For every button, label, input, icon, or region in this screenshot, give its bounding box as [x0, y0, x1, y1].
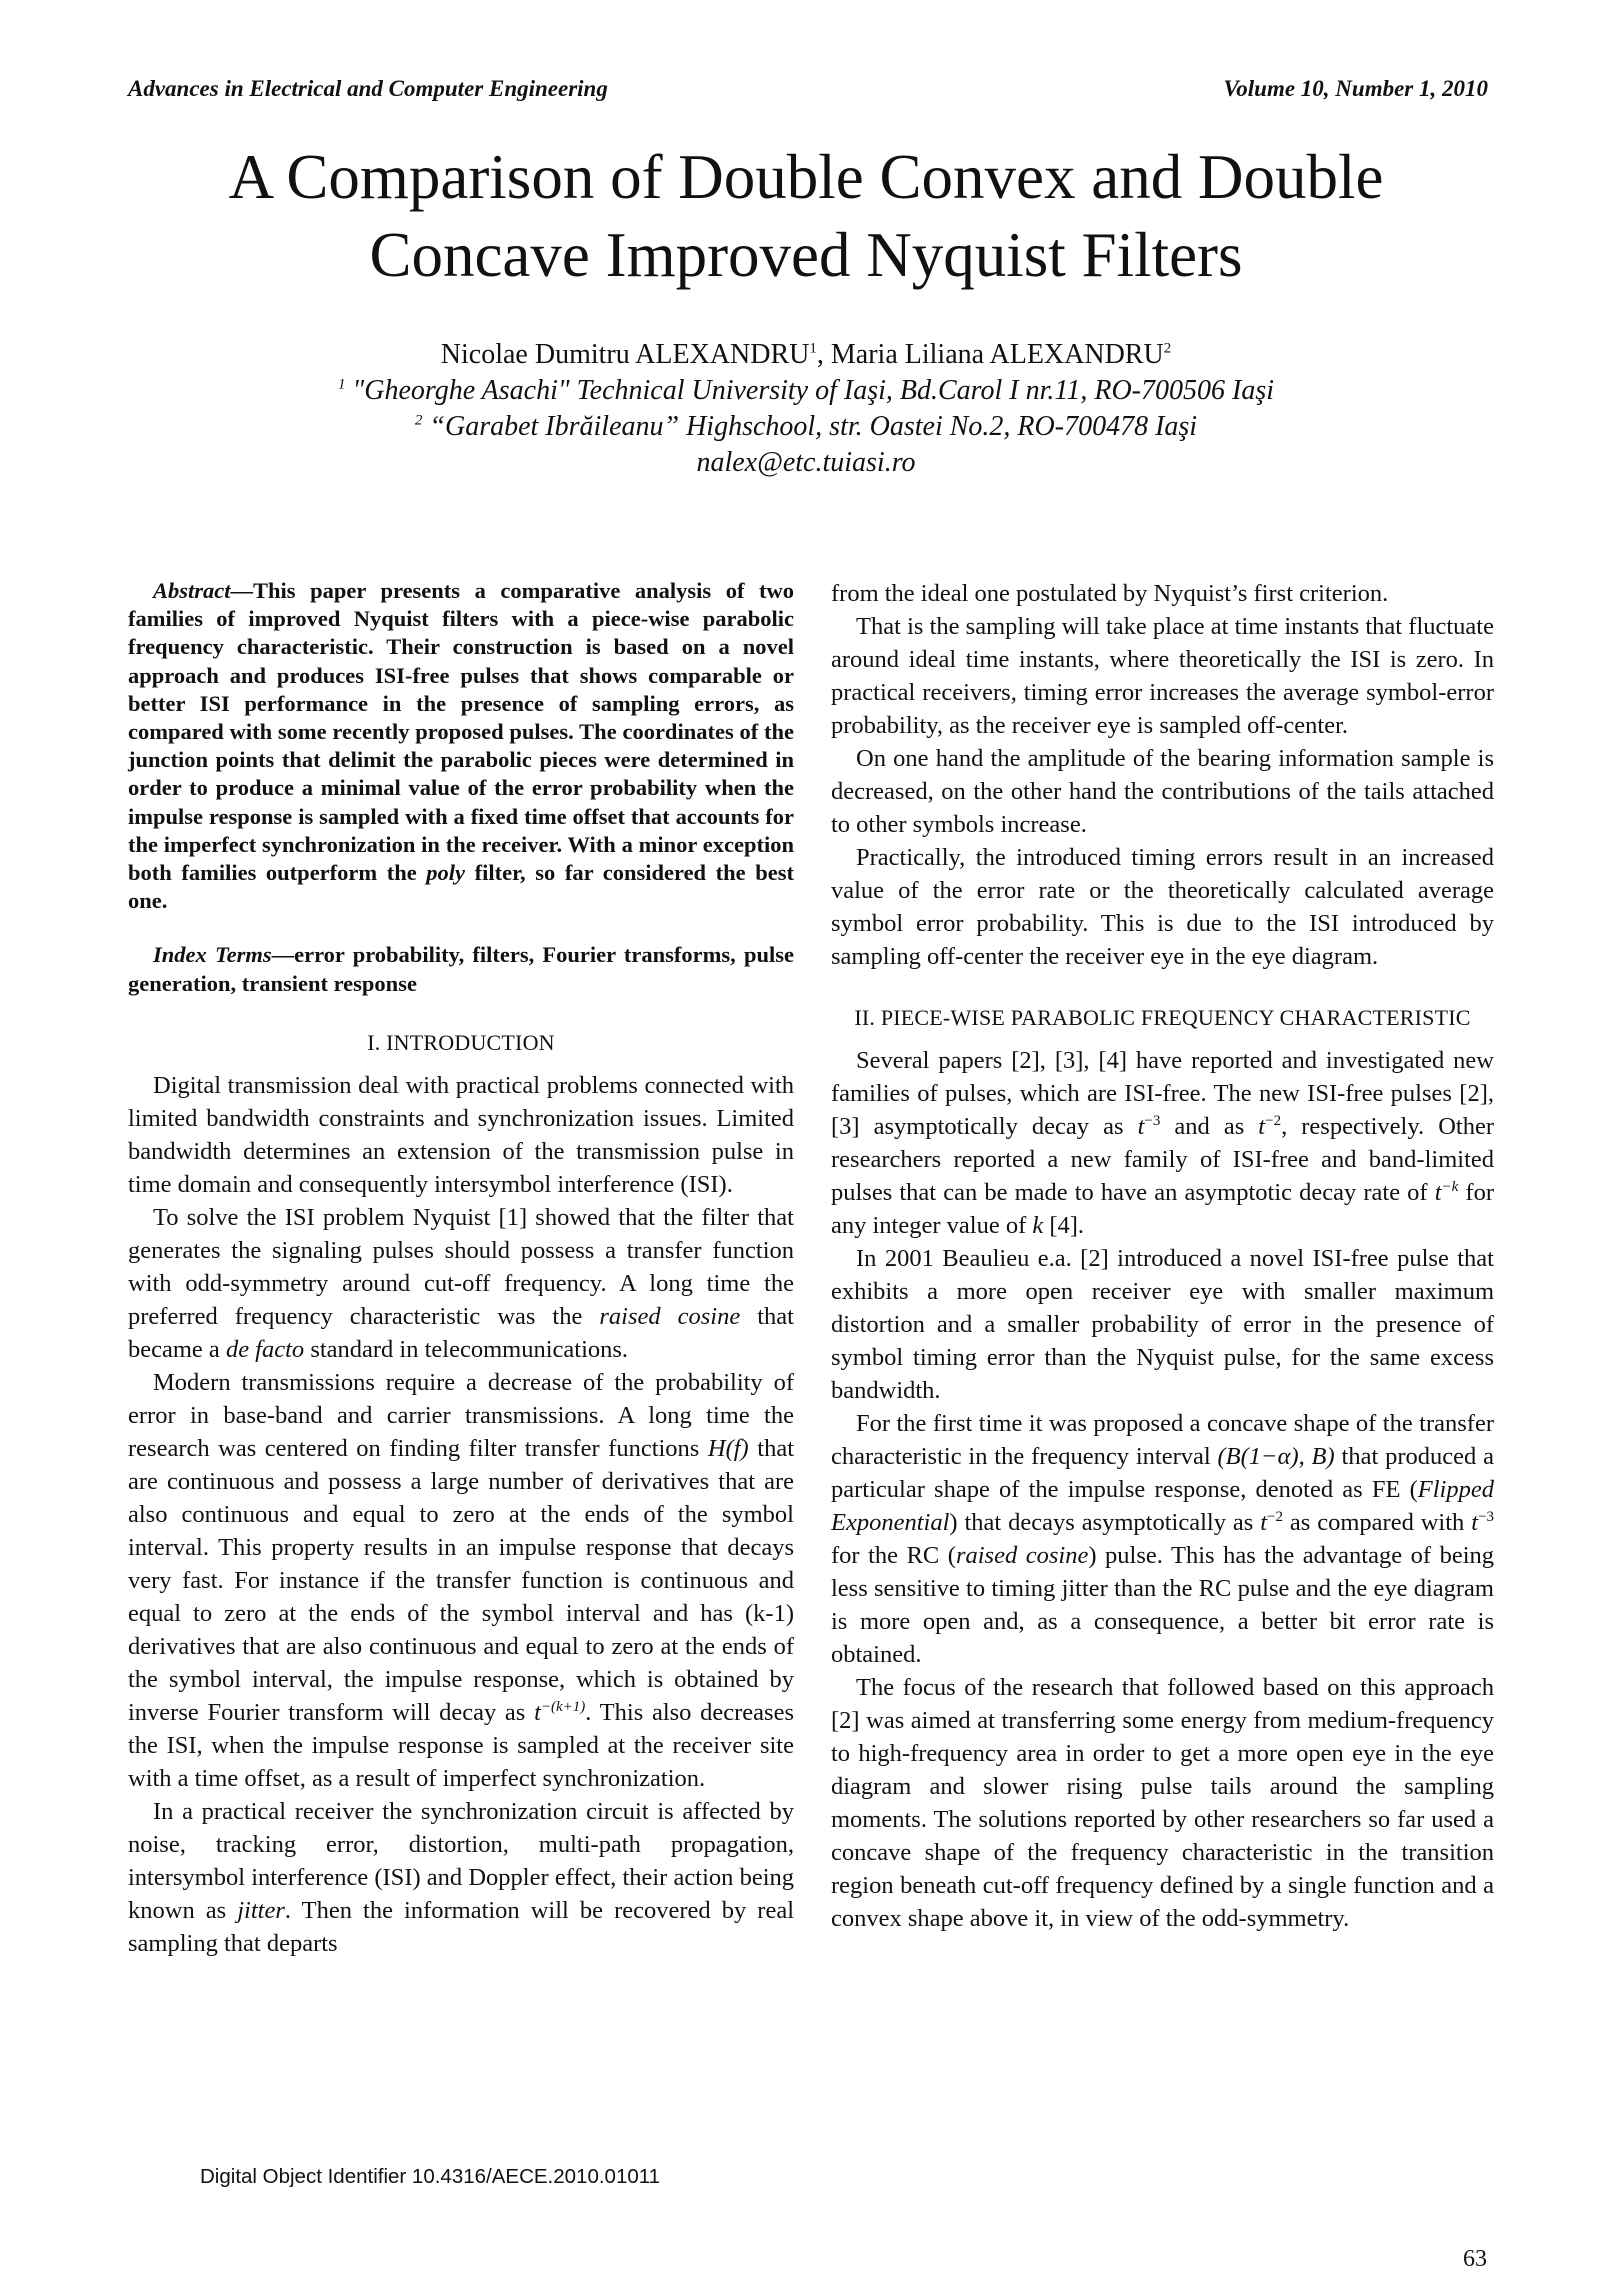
- s2p1-c: , respectively. Other researchers reported a new family of ISI-free and band-limited pulses that can be made to have an asymptotic decay rate of: [831, 1113, 1494, 1206]
- index-terms-text: —error probability, filters, Fourier transforms, pulse generation, transient response: [128, 942, 794, 996]
- s2p1-exp2: −2: [1265, 1112, 1282, 1129]
- abstract-text: —This paper presents a comparative analysis of two families of improved Nyquist filters with a piece-wise parabolic frequency characteristic. Their construction is based on a novel approach and produces ISI-free pulses that shows comparable or better ISI performance in the presence of sampling errors, as compared with some recently proposed pulses. The coordinates of the junction points that delimit the parabolic pieces were determined in order to produce a minimal value of the error probability when the impulse response is sampled with a fixed time offset that accounts for the imperfect synchronization in the receiver. With a minor exception both families outperform the: [128, 578, 794, 886]
- doi-footer: Digital Object Identifier 10.4316/AECE.2010.01011: [200, 2165, 661, 2188]
- s2p3-e: for the RC (: [831, 1542, 956, 1569]
- intro-p2-a: To solve the ISI problem Nyquist [1] showed that the filter that generates the signaling pulses should possess a transfer function with odd-symmetry around cut-off frequency. A long time the preferred frequency characteristic was the: [128, 1203, 794, 1330]
- intro-p2-b: that became a: [128, 1302, 794, 1363]
- intro-p4-jitter: jitter: [237, 1896, 285, 1924]
- intro-p3-c: . This also decreases the ISI, when the impulse response is sampled at the receiver site with a time offset, as a result of imperfect synchronization.: [128, 1698, 794, 1792]
- section-2-title: PIECE-WISE PARABOLIC FREQUENCY CHARACTERISTIC: [880, 1005, 1471, 1030]
- section-1-title: INTRODUCTION: [386, 1029, 555, 1055]
- s2p1-t1: t: [1137, 1113, 1145, 1140]
- paper-title: [120, 138, 1492, 294]
- s2p1-exp1: −3: [1144, 1112, 1161, 1129]
- author-1: Nicolae Dumitru ALEXANDRU: [440, 339, 810, 370]
- s2p1-t3: t: [1434, 1179, 1442, 1206]
- right-paragraph-3: On one hand the amplitude of the bearing information sample is decreased, on the other hand the contributions of the tails attached to other symbols increase.: [831, 745, 1494, 838]
- intro-paragraph-4: [128, 1795, 794, 1960]
- s2p3-d: as compared with: [1282, 1509, 1472, 1536]
- section-heading-introduction: [128, 1026, 794, 1059]
- intro-p3-t: t: [534, 1698, 541, 1726]
- affiliation-1: [0, 374, 1612, 408]
- s2p3-c: ) that decays asymptotically as: [949, 1509, 1261, 1536]
- s2p3-flipped-exponential: Flipped Exponential: [831, 1476, 1494, 1536]
- s2p3-exp1: −2: [1267, 1508, 1283, 1525]
- volume-info: Volume 10, Number 1, 2010: [1223, 76, 1488, 101]
- intro-paragraph-1: Digital transmission deal with practical problems connected with limited bandwidth constraints and synchronization issues. Limited bandwidth determines an extension of the transmission pulse in time domain and consequently intersymbol interference (ISI).: [128, 1071, 794, 1198]
- s2p3-a: For the first time it was proposed a concave shape of the transfer characteristic in the frequency interval: [831, 1410, 1494, 1470]
- affiliation-2-mark: 2: [414, 412, 423, 429]
- intro-p2-de-facto: de facto: [225, 1335, 305, 1363]
- s2p1-b: and as: [1160, 1113, 1259, 1140]
- title-line-2: Concave Improved Nyquist Filters: [369, 220, 1243, 290]
- intro-p2-c: standard in telecommunications.: [304, 1335, 629, 1363]
- s2p1-a: Several papers [2], [3], [4] have reported and investigated new families of pulses, which are ISI-free. The new ISI-free pulses [2], [3] asymptotically decay as: [831, 1047, 1494, 1140]
- s2p1-d: for any integer value of: [831, 1179, 1494, 1239]
- affiliation-1-text: "Gheorghe Asachi" Technical University of Iaşi, Bd.Carol I nr.11, RO-700506 Iaşi: [345, 375, 1274, 406]
- s2p3-b: that produced a particular shape of the impulse response, denoted as FE (: [831, 1443, 1494, 1503]
- abstract-text-end: filter, so far considered the best one.: [128, 860, 794, 914]
- abstract-label: Abstract: [153, 578, 231, 603]
- intro-p2-raised-cosine: raised cosine: [599, 1302, 741, 1330]
- author-2-affil-mark: 2: [1163, 340, 1172, 357]
- intro-p3-a: Modern transmissions require a decrease of the probability of error in base-band and carrier transmissions. A long time the research was centered on finding filter transfer functions: [128, 1368, 794, 1462]
- affiliation-2-text: “Garabet Ibrăileanu” Highschool, str. Oastei No.2, RO-700478 Iaşi: [422, 411, 1198, 442]
- author-2: Maria Liliana ALEXANDRU: [830, 339, 1164, 370]
- s2p3-interval: (B(1−α), B): [1217, 1443, 1335, 1470]
- author-list: [0, 338, 1612, 372]
- intro-paragraph-2: [128, 1201, 794, 1366]
- s2p3-raised-cosine: raised cosine: [955, 1542, 1089, 1569]
- right-paragraph-1: from the ideal one postulated by Nyquist’s first criterion.: [831, 580, 1389, 607]
- s2p3-t1: t: [1260, 1509, 1268, 1536]
- s2p1-e: [4].: [1043, 1212, 1085, 1239]
- section-2-number: II.: [854, 1005, 881, 1030]
- section2-paragraph-3: [831, 1407, 1494, 1671]
- affiliation-2: [0, 410, 1612, 444]
- intro-paragraph-3: [128, 1366, 794, 1795]
- intro-p4-b: . Then the information will be recovered by real sampling that departs: [128, 1896, 795, 1957]
- affiliation-1-mark: 1: [337, 376, 346, 393]
- journal-name: Advances in Electrical and Computer Engineering: [128, 76, 608, 101]
- page-number: 63: [1463, 2246, 1487, 2272]
- left-column: [128, 577, 794, 1960]
- s2p3-exp2: −3: [1478, 1508, 1494, 1525]
- author-1-affil-mark: 1: [809, 340, 817, 357]
- abstract: [128, 577, 794, 915]
- section2-paragraph-4: The focus of the research that followed based on this approach [2] was aimed at transferring some energy from medium-frequency to high-frequency area in order to get a more open eye in the eye diagram and slower rising pulse tails around the sampling moments. The solutions reported by other researchers so far used a concave shape of the frequency characteristic in the transition region beneath cut-off frequency defined by a single function and a convex shape above it, in view of the odd-symmetry.: [831, 1674, 1494, 1932]
- index-terms-label: Index Terms: [153, 942, 272, 968]
- intro-p3-b: that are continuous and possess a large number of derivatives that are also continuous and equal to zero at the ends of the symbol interval. This property results in an impulse response that decays very fast. For instance if the transfer function is continuous and equal to zero at the ends of the symbol interval and has (k-1) derivatives that are also continuous and equal to zero at the ends of the symbol interval, the impulse response, which is obtained by inverse Fourier transform will decay as: [128, 1434, 794, 1726]
- section2-paragraph-2: In 2001 Beaulieu e.a. [2] introduced a novel ISI-free pulse that exhibits a more open receiver eye with smaller maximum distortion and a smaller probability of error in the presence of symbol timing error than the Nyquist pulse, for the same excess bandwidth.: [831, 1245, 1494, 1404]
- section-heading-piecewise: [831, 1001, 1494, 1034]
- intro-p3-hf: H(f): [707, 1434, 749, 1462]
- s2p1-k: k: [1032, 1212, 1044, 1239]
- intro-p3-exponent: −(k+1): [540, 1698, 586, 1715]
- s2p1-t2: t: [1258, 1113, 1266, 1140]
- right-column: [831, 577, 1494, 1935]
- title-line-1: A Comparison of Double Convex and Double: [228, 142, 1384, 212]
- right-paragraph-4: Practically, the introduced timing errors result in an increased value of the error rate or the theoretically calculated average symbol error probability. This is due to the ISI introduced by sampling off-center the receiver eye in the eye diagram.: [831, 844, 1494, 970]
- abstract-poly: poly: [426, 860, 466, 886]
- s2p3-t2: t: [1471, 1509, 1479, 1536]
- index-terms: [128, 941, 794, 997]
- s2p3-f: ) pulse. This has the advantage of being less sensitive to timing jitter than the RC pulse and the eye diagram is more open and, as a consequence, a better bit error rate is obtained.: [831, 1542, 1494, 1668]
- s2p1-exp3: −k: [1441, 1178, 1459, 1195]
- section2-paragraph-1: [831, 1044, 1494, 1242]
- intro-p4-a: In a practical receiver the synchronization circuit is affected by noise, tracking error, distortion, multi-path propagation, intersymbol interference (ISI) and Doppler effect, their action being known as: [128, 1797, 794, 1924]
- author-separator: ,: [816, 339, 831, 370]
- author-email[interactable]: nalex@etc.tuiasi.ro: [696, 447, 916, 478]
- right-paragraph-2: That is the sampling will take place at time instants that fluctuate around ideal time instants, where theoretically the ISI is zero. In practical receivers, timing error increases the average symbol-error probability, as the receiver eye is sampled off-center.: [831, 613, 1494, 739]
- section-1-number: I.: [367, 1029, 387, 1055]
